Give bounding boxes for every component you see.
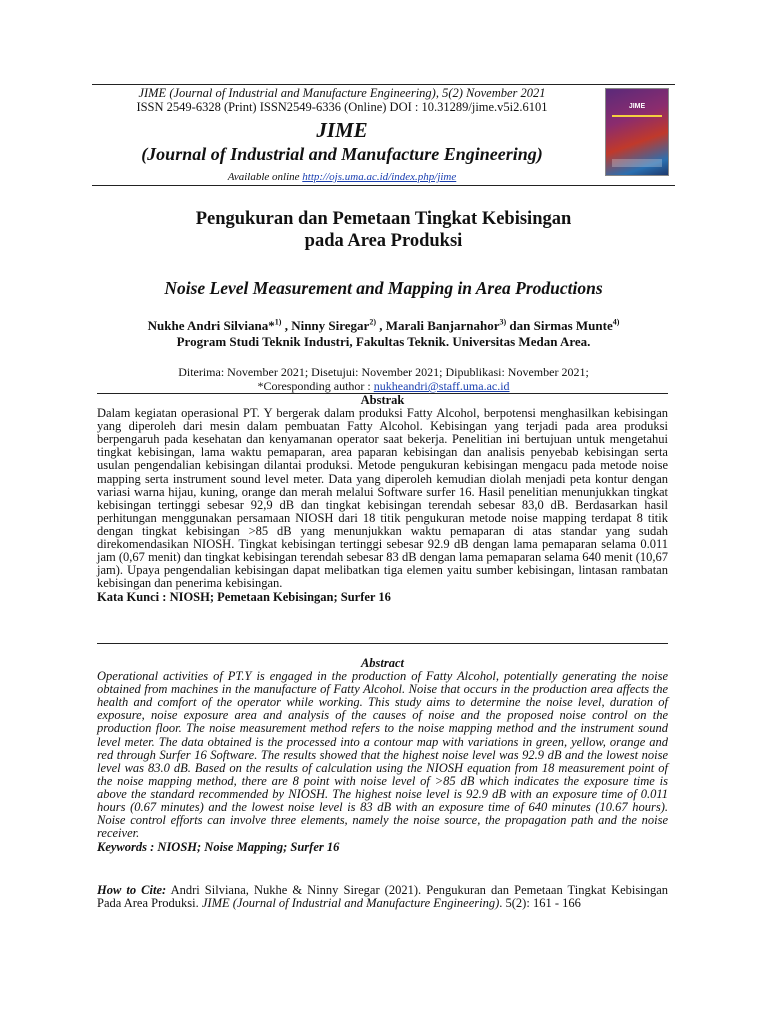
issn-doi-line: ISSN 2549-6328 (Print) ISSN2549-6336 (Online) DOI : 10.31289/jime.v5i2.6101: [136, 100, 548, 114]
available-online-label: Available online: [227, 171, 303, 183]
title-indonesian: [92, 208, 675, 252]
journal-cover-image: [606, 89, 668, 175]
author-4-mark: 4): [612, 317, 620, 327]
abstract-section: [97, 657, 668, 854]
author-1: Nukhe Andri Silviana*: [147, 318, 275, 333]
how-to-cite-journal: JIME (Journal of Industrial and Manufacture Engineering): [201, 896, 500, 911]
abstrak-bottom-rule: [97, 643, 668, 644]
cover-title: JIME: [628, 103, 646, 110]
abstrak-heading: Abstrak: [360, 393, 405, 407]
author-2-mark: 2): [369, 317, 376, 327]
how-to-cite-text: Andri Silviana, Nukhe & Ninny Siregar (2021). Pengukuran dan Pemetaan Tingkat Kebisingan Pada Area Produksi.: [97, 883, 669, 911]
publication-dates: Diterima: November 2021; Disetujui: November 2021; Dipublikasi: November 2021;: [178, 365, 589, 379]
header-bottom-rule: [92, 185, 675, 186]
title-id-line-1: Pengukuran dan Pemetaan Tingkat Kebisingan: [195, 209, 572, 229]
title-id-line-2: pada Area Produksi: [304, 231, 463, 251]
how-to-cite-tail: . 5(2): 161 - 166: [499, 896, 581, 911]
journal-short-name: JIME: [316, 118, 368, 142]
affiliation: Program Studi Teknik Industri, Fakultas Teknik. Universitas Medan Area.: [176, 334, 591, 349]
abstrak-keywords: Kata Kunci : NIOSH; Pemetaan Kebisingan; Surfer 16: [97, 590, 391, 605]
author-2: , Ninny Siregar: [281, 318, 370, 333]
corresponding-author: [92, 379, 675, 393]
title-english: Noise Level Measurement and Mapping in Area Productions: [164, 278, 603, 298]
author-1-mark: 1): [274, 317, 282, 327]
corresponding-label: *Coresponding author :: [257, 379, 374, 393]
cover-band-lower: [612, 159, 662, 167]
available-online-line: [92, 170, 592, 185]
cover-band: [612, 115, 662, 117]
author-list: [92, 318, 675, 334]
corresponding-email-link[interactable]: nukheandri@staff.uma.ac.id: [373, 379, 510, 393]
how-to-cite-label: How to Cite:: [97, 883, 167, 897]
how-to-cite: [97, 884, 668, 910]
author-4: dan Sirmas Munte: [506, 318, 613, 333]
author-3: , Marali Banjarnahor: [376, 318, 500, 333]
abstract-body: Operational activities of PT.Y is engaged in the production of Fatty Alcohol, potentially generating the noise obtained from machines in the manufacture of Fatty Alcohol. Noise that occurs in the production area affects the health and comfort of the operator while working. This study aims to determine the noise level, duration of exposure, noise exposure area and analysis of the causes of noise and the proposed noise control on the production floor. The noise measurement method refers to the noise mapping method and the instrument sound level meter. The data obtained is the processed into a contour map with variations in green, yellow, orange and red through Surfer 16 Software. The results showed that the highest noise level was 92.9 dB and the lowest noise level was 83.0 dB. Based on the results of calculation using the NIOSH equation from 18 measurement point of the noise mapping method, there are 8 point with noise level of >85 dB which indicates the exposure time is above the standard recommended by NIOSH. The highest noise level is 92.9 dB with an exposure time of 0.011 hours (0.67 minutes) and the lowest noise level is 83 dB with an exposure time of 640 minutes (10.67 hours). Noise control efforts can involve three elements, namely the noise source, the propagation path and the noise receiver.: [97, 669, 668, 841]
header-top-rule: [92, 84, 675, 85]
abstrak-section: [97, 394, 668, 605]
abstract-keywords: Keywords : NIOSH; Noise Mapping; Surfer 16: [97, 840, 340, 855]
abstrak-body: Dalam kegiatan operasional PT. Y bergerak dalam produksi Fatty Alcohol, berpotensi menghasilkan kebisingan yang diperoleh dari mesin dalam pembuatan Fatty Alcohol. Kebisingan yang terjadi pada area produksi berpengaruh pada kesehatan dan kenyamanan operator saat bekerja. Penelitian ini bertujuan untuk mengetahui tingkat kebisingan, lama waktu pemaparan, area paparan kebisingan dan analisis penyebab kebisingan serta usulan pengendalian kebisingan dilantai produksi. Metode pengukuran kebisingan mengacu pada metode noise mapping serta instrument sound level meter. Data yang diperoleh kemudian diolah menjadi peta kontur dengan variasi warna hijau, kuning, orange dan merah melalui Software surfer 16. Hasil penelitian menunjukkan tingkat kebisingan tertinggi sebesar 92,9 dB dan tingkat kebisingan terendah sebesar 83,0 dB. Berdasarkan hasil perhitungan menggunakan persamaan NIOSH dari 18 titik pengukuran metode noise mapping terdapat 8 titik dengan tingkat kebisingan >85 dB yang menunjukkan waktu pemaparan di atas standar yang sudah direkomendasikan NIOSH. Tingkat kebisingan tertinggi sebesar 92.9 dB dengan lama pemaparan selama 0.011 jam (0,67 menit) dan tingkat kebisingan terendah sebesar 83 dB dengan lama pemaparan selama 640 menit (10,67 jam). Upaya pengendalian kebisingan dapat melibatkan tiga elemen yaitu sumber kebisingan, lintasan rambatan kebisingan dan penerima kebisingan.: [97, 406, 668, 591]
journal-url-link[interactable]: http://ojs.uma.ac.id/index.php/jime: [302, 171, 457, 183]
journal-full-name: (Journal of Industrial and Manufacture Engineering): [141, 144, 543, 164]
journal-citation-line: JIME (Journal of Industrial and Manufacture Engineering), 5(2) November 2021: [138, 86, 546, 100]
author-3-mark: 3): [499, 317, 507, 327]
abstract-heading: Abstract: [360, 656, 405, 670]
